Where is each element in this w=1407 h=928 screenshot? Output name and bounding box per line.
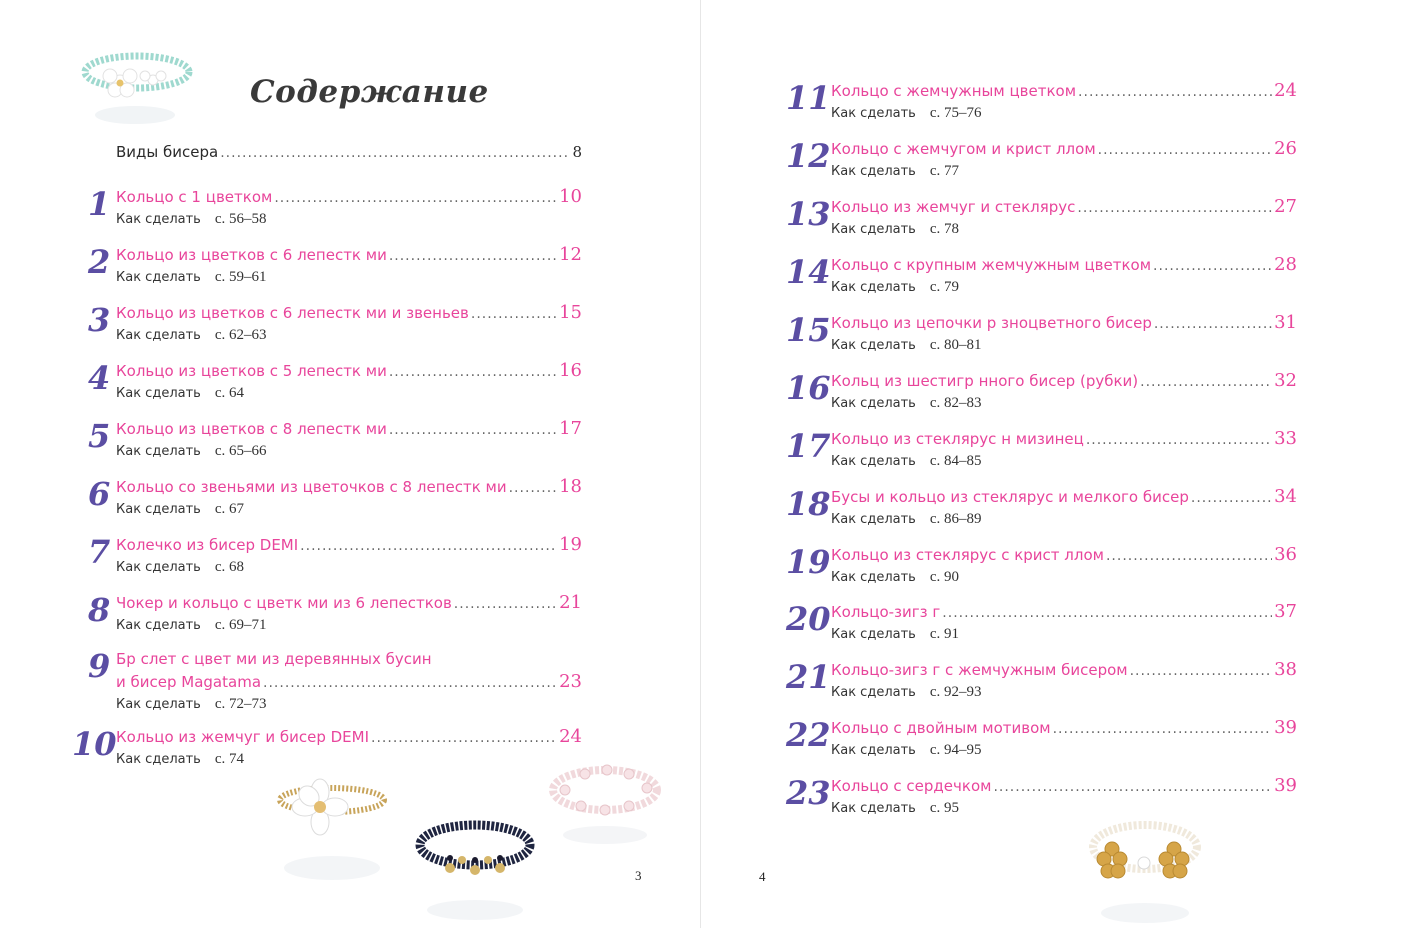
dot-leader: [1077, 200, 1272, 216]
entry-title-row: [831, 486, 1297, 507]
how-to-make-ref: [116, 327, 267, 344]
entry-title: Кольцо со звеньями из цветочков с 8 лепестк ми: [116, 478, 507, 496]
page-number-right: 4: [759, 869, 766, 884]
entry-page: 26: [1274, 138, 1297, 159]
entry-number: 10: [72, 725, 117, 763]
entry-page: 18: [559, 476, 582, 497]
how-to-make-label: Как сделать: [831, 338, 916, 353]
dot-leader: [300, 538, 557, 554]
how-to-make-pages: с. 67: [214, 501, 244, 517]
how-to-make-ref: [116, 617, 267, 634]
black-bead-ring-image: [410, 810, 540, 925]
entry-number: 18: [786, 485, 831, 523]
how-to-make-ref: [831, 511, 982, 528]
how-to-make-ref: [116, 501, 244, 518]
entry-title: и бисер Magatama: [116, 673, 262, 691]
entry-page: 19: [559, 534, 582, 555]
entry-title-row: [116, 476, 582, 497]
how-to-make-ref: [831, 221, 959, 238]
entry-title-row: [831, 80, 1297, 101]
how-to-make-pages: с. 72–73: [214, 696, 267, 712]
entry-number: 6: [88, 475, 111, 513]
pink-daisy-ring-image: [545, 760, 665, 850]
how-to-make-ref: [831, 626, 959, 643]
dot-leader: [1098, 142, 1272, 158]
entry-number: 19: [786, 543, 831, 581]
entry-number: 22: [786, 716, 831, 754]
entry-title-row: [831, 370, 1297, 391]
how-to-make-pages: с. 92–93: [929, 684, 982, 700]
entry-number: 4: [88, 359, 111, 397]
dot-leader: [274, 190, 557, 206]
entry-number: 8: [88, 591, 111, 629]
intro-page: 8: [572, 143, 582, 161]
how-to-make-ref: [831, 569, 959, 586]
how-to-make-ref: [831, 742, 982, 759]
how-to-make-ref: [831, 395, 982, 412]
entry-title: Кольцо из стеклярус н мизинец: [831, 430, 1084, 448]
entry-title: Кольцо с жемчужным цветком: [831, 82, 1077, 100]
how-to-make-pages: с. 95: [929, 800, 959, 816]
book-spine: [700, 0, 701, 928]
how-to-make-label: Как сделать: [116, 270, 201, 285]
how-to-make-ref: [831, 800, 959, 817]
how-to-make-pages: с. 80–81: [929, 337, 982, 353]
entry-title: Кольцо из жемчуг и бисер DEMI: [116, 728, 370, 746]
entry-page: 32: [1274, 370, 1297, 391]
how-to-make-pages: с. 65–66: [214, 443, 267, 459]
entry-page: 31: [1274, 312, 1297, 333]
entry-title: Чокер и кольцо с цветк ми из 6 лепестков: [116, 594, 452, 612]
dot-leader: [1154, 316, 1272, 332]
how-to-make-pages: с. 94–95: [929, 742, 982, 758]
entry-title-row: [831, 254, 1297, 275]
how-to-make-pages: с. 77: [929, 163, 959, 179]
entry-page: 39: [1274, 775, 1297, 796]
dot-leader: [1053, 721, 1272, 737]
dot-leader: [993, 779, 1272, 795]
entry-page: 23: [559, 671, 582, 692]
entry-page: 39: [1274, 717, 1297, 738]
how-to-make-label: Как сделать: [831, 396, 916, 411]
entry-title-row: [831, 138, 1297, 159]
how-to-make-pages: с. 86–89: [929, 511, 982, 527]
entry-title: Кольцо из цепочки р зноцветного бисер: [831, 314, 1152, 332]
entry-title: Кольцо из цветков с 5 лепестк ми: [116, 362, 387, 380]
entry-page: 34: [1274, 486, 1297, 507]
dot-leader: [389, 364, 557, 380]
entry-number: 2: [88, 243, 111, 281]
entry-title-row: [831, 428, 1297, 449]
entry-page: 16: [559, 360, 582, 381]
entry-page: 37: [1274, 601, 1297, 622]
entry-page: 38: [1274, 659, 1297, 680]
entry-number: 12: [786, 137, 831, 175]
how-to-make-label: Как сделать: [116, 328, 201, 343]
entry-title-row: [116, 302, 582, 323]
dot-leader: [509, 480, 557, 496]
how-to-make-pages: с. 82–83: [929, 395, 982, 411]
dot-leader: [1140, 374, 1272, 390]
entry-title: Кольцо с крупным жемчужным цветком: [831, 256, 1152, 274]
entry-title-row: [831, 544, 1297, 565]
entry-title: Бусы и кольцо из стеклярус и мелкого бисер: [831, 488, 1189, 506]
entry-page: 27: [1274, 196, 1297, 217]
how-to-make-ref: [116, 696, 267, 713]
page-title: Содержание: [250, 74, 489, 110]
how-to-make-label: Как сделать: [116, 618, 201, 633]
how-to-make-label: Как сделать: [831, 627, 916, 642]
how-to-make-pages: с. 84–85: [929, 453, 982, 469]
how-to-make-label: Как сделать: [116, 444, 201, 459]
dot-leader: [471, 306, 557, 322]
how-to-make-label: Как сделать: [831, 280, 916, 295]
dot-leader: [1078, 84, 1272, 100]
dot-leader: [942, 605, 1272, 621]
how-to-make-pages: с. 68: [214, 559, 244, 575]
dot-leader: [1106, 548, 1272, 564]
dot-leader: [1153, 258, 1272, 274]
entry-number: 14: [786, 253, 831, 291]
dot-leader: [389, 422, 557, 438]
how-to-make-ref: [831, 163, 959, 180]
how-to-make-label: Как сделать: [831, 222, 916, 237]
entry-title-row: [831, 601, 1297, 622]
entry-page: 36: [1274, 544, 1297, 565]
pearl-flower-ring-image: [270, 770, 395, 890]
entry-title-row: [116, 186, 582, 207]
dot-leader: [389, 248, 557, 264]
how-to-make-pages: с. 75–76: [929, 105, 982, 121]
how-to-make-pages: с. 69–71: [214, 617, 267, 633]
entry-page: 12: [559, 244, 582, 265]
how-to-make-label: Как сделать: [831, 801, 916, 816]
mint-flower-ring-image: [75, 30, 195, 130]
how-to-make-pages: с. 59–61: [214, 269, 267, 285]
dot-leader: [220, 145, 570, 161]
how-to-make-ref: [116, 751, 244, 768]
entry-page: 24: [559, 726, 582, 747]
entry-title-row: [831, 312, 1297, 333]
entry-page: 10: [559, 186, 582, 207]
how-to-make-pages: с. 79: [929, 279, 959, 295]
entry-page: 21: [559, 592, 582, 613]
how-to-make-pages: с. 90: [929, 569, 959, 585]
entry-title-line1: Бр слет с цвет ми из деревянных бусин: [116, 650, 432, 668]
how-to-make-pages: с. 74: [214, 751, 244, 767]
gold-flower-pearl-ring-image: [1080, 805, 1210, 928]
how-to-make-pages: с. 62–63: [214, 327, 267, 343]
dot-leader: [1191, 490, 1272, 506]
entry-number: 1: [88, 185, 111, 223]
how-to-make-label: Как сделать: [116, 697, 201, 712]
entry-title-row: [831, 775, 1297, 796]
entry-title-row: [116, 534, 582, 555]
entry-page: 17: [559, 418, 582, 439]
how-to-make-ref: [831, 279, 959, 296]
entry-title-row: [116, 592, 582, 613]
how-to-make-ref: [116, 443, 267, 460]
entry-number: 21: [786, 658, 831, 696]
intro-entry[interactable]: [116, 143, 582, 161]
entry-title: Кольцо с двойным мотивом: [831, 719, 1051, 737]
how-to-make-label: Как сделать: [116, 502, 201, 517]
entry-number: 16: [786, 369, 831, 407]
entry-number: 11: [786, 79, 831, 117]
entry-title: Кольцо из жемчуг и стеклярус: [831, 198, 1076, 216]
entry-title: Кольцо с 1 цветком: [116, 188, 273, 206]
how-to-make-ref: [116, 269, 267, 286]
entry-title: Кольцо с сердечком: [831, 777, 992, 795]
how-to-make-ref: [831, 684, 982, 701]
entry-page: 33: [1274, 428, 1297, 449]
how-to-make-label: Как сделать: [831, 454, 916, 469]
entry-title-row: [116, 418, 582, 439]
how-to-make-ref: [831, 105, 982, 122]
how-to-make-label: Как сделать: [831, 512, 916, 527]
how-to-make-label: Как сделать: [116, 560, 201, 575]
entry-page: 28: [1274, 254, 1297, 275]
entry-number: 15: [786, 311, 831, 349]
entry-title: Кольцо из стеклярус с крист ллом: [831, 546, 1104, 564]
entry-number: 23: [786, 774, 831, 812]
how-to-make-label: Как сделать: [831, 570, 916, 585]
how-to-make-label: Как сделать: [831, 685, 916, 700]
how-to-make-ref: [116, 385, 244, 402]
dot-leader: [371, 730, 557, 746]
entry-title: Кольцо-зигз г: [831, 603, 941, 621]
intro-title: Виды бисера: [116, 143, 219, 161]
entry-number: 20: [786, 600, 831, 638]
entry-page: 15: [559, 302, 582, 323]
entry-number: 7: [88, 533, 111, 571]
entry-number: 13: [786, 195, 831, 233]
entry-number: 17: [786, 427, 831, 465]
how-to-make-label: Как сделать: [831, 164, 916, 179]
entry-title-row: [831, 717, 1297, 738]
entry-number: 3: [88, 301, 111, 339]
entry-title-row: [831, 196, 1297, 217]
how-to-make-label: Как сделать: [831, 743, 916, 758]
entry-title-row: [116, 360, 582, 381]
how-to-make-label: Как сделать: [116, 386, 201, 401]
entry-title: Кольцо из цветков с 6 лепестк ми: [116, 246, 387, 264]
entry-page: 24: [1274, 80, 1297, 101]
how-to-make-pages: с. 91: [929, 626, 959, 642]
entry-number: 9: [88, 647, 111, 685]
page-number-left: 3: [635, 868, 642, 883]
entry-title: Кольцо-зигз г с жемчужным бисером: [831, 661, 1128, 679]
how-to-make-pages: с. 78: [929, 221, 959, 237]
entry-title: Кольцо с жемчугом и крист ллом: [831, 140, 1096, 158]
entry-title-row: [116, 726, 582, 747]
entry-title-row: [116, 671, 582, 692]
dot-leader: [454, 596, 557, 612]
how-to-make-label: Как сделать: [116, 212, 201, 227]
how-to-make-ref: [116, 559, 244, 576]
entry-title: Кольцо из цветков с 6 лепестк ми и звеньев: [116, 304, 469, 322]
entry-number: 5: [88, 417, 111, 455]
dot-leader: [263, 675, 557, 691]
how-to-make-label: Как сделать: [831, 106, 916, 121]
how-to-make-label: Как сделать: [116, 752, 201, 767]
entry-title-row: [831, 659, 1297, 680]
how-to-make-ref: [831, 337, 982, 354]
how-to-make-pages: с. 56–58: [214, 211, 267, 227]
dot-leader: [1086, 432, 1272, 448]
how-to-make-ref: [831, 453, 982, 470]
how-to-make-ref: [116, 211, 267, 228]
dot-leader: [1130, 663, 1272, 679]
entry-title-row: [116, 244, 582, 265]
entry-title: Кольц из шестигр нного бисер (рубки): [831, 372, 1139, 390]
entry-title: Колечко из бисер DEMI: [116, 536, 299, 554]
how-to-make-pages: с. 64: [214, 385, 244, 401]
entry-title: Кольцо из цветков с 8 лепестк ми: [116, 420, 387, 438]
